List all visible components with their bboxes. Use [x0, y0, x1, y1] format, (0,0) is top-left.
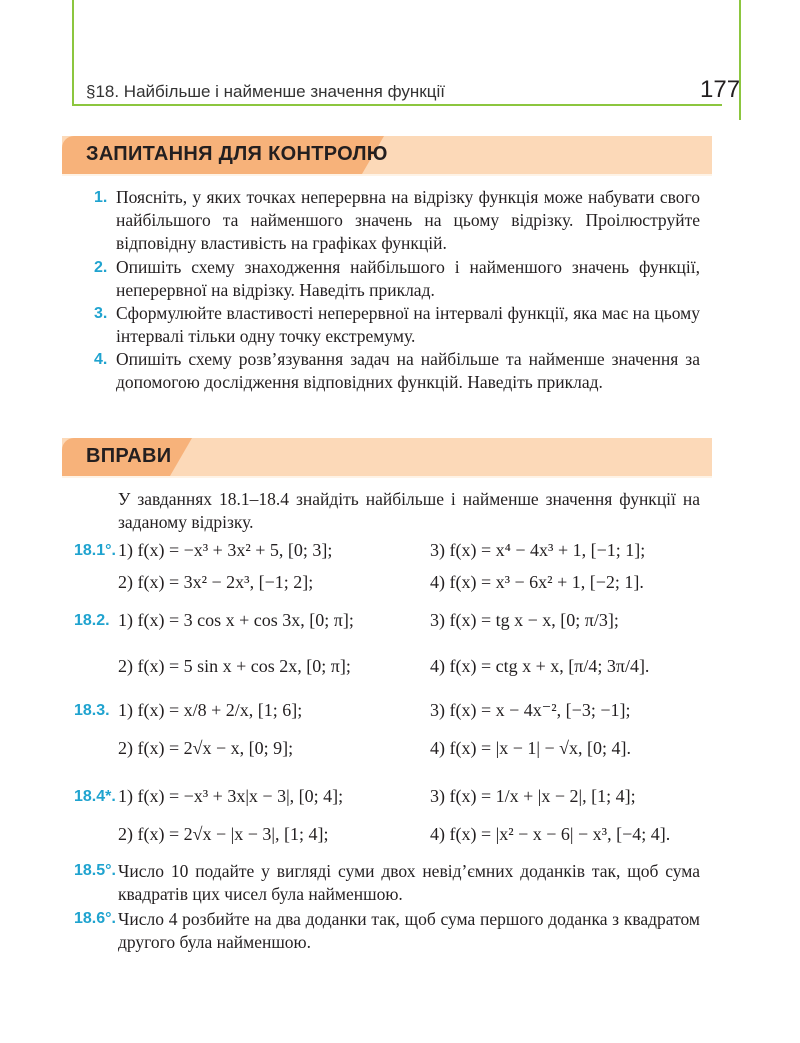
frame-left-line: [72, 0, 74, 105]
exercise-number: 18.4*.: [74, 788, 116, 805]
formula-18-1-1: 1) f(x) = −x³ + 3x² + 5, [0; 3];: [118, 540, 333, 560]
formula-18-1-3: 3) f(x) = x⁴ − 4x³ + 1, [−1; 1];: [430, 540, 646, 560]
frame-header-line: [72, 104, 722, 106]
task-text: Число 10 подайте у вигляді суми двох невід’ємних доданків так, щоб сума квадратів цих чисел була найменшою.: [118, 861, 700, 904]
control-question: [94, 186, 700, 255]
question-number: 1.: [94, 189, 108, 206]
page-number: 177: [700, 76, 741, 103]
exercises-intro: У завданнях 18.1–18.4 знайдіть найбільше і найменше значення функції на заданому відрізку.: [118, 489, 700, 532]
exercise-number: 18.1°.: [74, 542, 116, 559]
formula-18-2-4: 4) f(x) = ctg x + x, [π/4; 3π/4].: [430, 656, 650, 676]
formula-18-4-2: 2) f(x) = 2√x − |x − 3|, [1; 4];: [118, 824, 329, 844]
formula-18-4-4: 4) f(x) = |x² − x − 6| − x³, [−4; 4].: [430, 824, 671, 844]
question-number: 3.: [94, 305, 108, 322]
formula-18-3-1: 1) f(x) = x/8 + 2/x, [1; 6];: [118, 700, 303, 720]
control-question: [94, 348, 700, 394]
task-text: Число 4 розбийте на два доданки так, щоб сума першого доданка з квадратом другого була найменшою.: [118, 909, 700, 952]
formula-18-3-3: 3) f(x) = x − 4x⁻², [−3; −1];: [430, 700, 631, 720]
formula-18-4-1: 1) f(x) = −x³ + 3x|x − 3|, [0; 4];: [118, 786, 344, 806]
exercise-number: 18.3.: [74, 702, 110, 719]
question-number: 2.: [94, 259, 108, 276]
question-text: Опишіть схему знаходження найбільшого і найменшого значень функції, неперервної на відрізку. Наведіть приклад.: [116, 257, 700, 300]
formula-18-1-2: 2) f(x) = 3x² − 2x³, [−1; 2];: [118, 572, 314, 592]
formula-18-4-3: 3) f(x) = 1/x + |x − 2|, [1; 4];: [430, 786, 636, 806]
exercises-title: ВПРАВИ: [86, 445, 172, 467]
exercise-number: 18.6°.: [74, 910, 116, 927]
formula-18-2-2: 2) f(x) = 5 sin x + cos 2x, [0; π];: [118, 656, 351, 676]
formula-18-2-1: 1) f(x) = 3 cos x + cos 3x, [0; π];: [118, 610, 354, 630]
exercise-number: 18.2.: [74, 612, 110, 629]
formula-18-3-4: 4) f(x) = |x − 1| − √x, [0; 4].: [430, 738, 632, 758]
question-text: Поясніть, у яких точках неперервна на відрізку функція може набувати свого найбільшого та найменшого значень на цьому відрізку. Проілюструйте відповідну властивість на графіках функцій.: [116, 187, 700, 253]
exercise-number: 18.5°.: [74, 862, 116, 879]
formula-18-2-3: 3) f(x) = tg x − x, [0; π/3];: [430, 610, 619, 630]
control-question: [94, 302, 700, 348]
question-text: Сформулюйте властивості неперервної на інтервалі функції, яка має на цьому інтервалі тільки одну точку екстремуму.: [116, 303, 700, 346]
formula-18-3-2: 2) f(x) = 2√x − x, [0; 9];: [118, 738, 294, 758]
control-title: ЗАПИТАННЯ ДЛЯ КОНТРОЛЮ: [86, 143, 388, 165]
section-header: §18. Найбільше і найменше значення функції: [86, 82, 445, 101]
question-number: 4.: [94, 351, 108, 368]
question-text: Опишіть схему розв’язування задач на найбільше та найменше значення за допомогою дослідження відповідних функцій. Наведіть приклад.: [116, 349, 700, 392]
formula-18-1-4: 4) f(x) = x³ − 6x² + 1, [−2; 1].: [430, 572, 644, 592]
control-question: [94, 256, 700, 302]
